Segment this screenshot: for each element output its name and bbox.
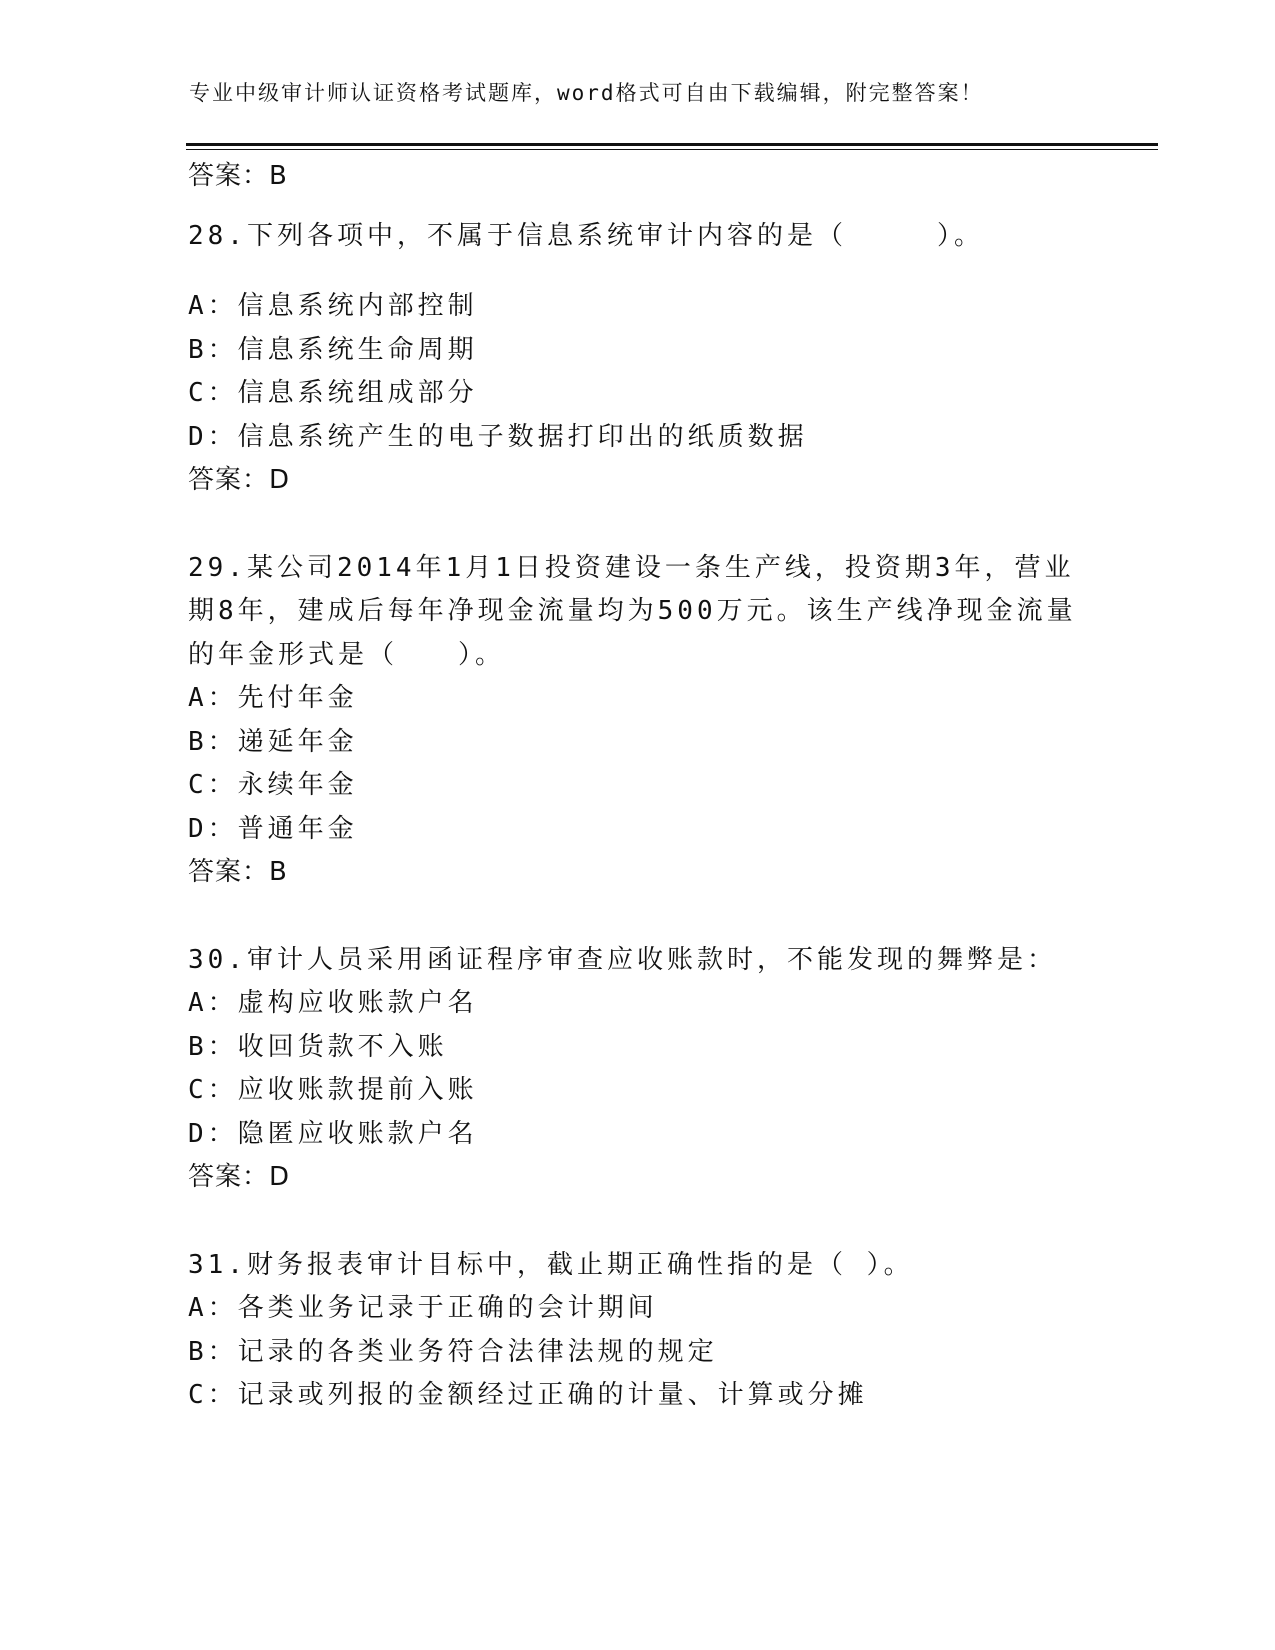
question-29-answer: 答案：B xyxy=(188,857,288,887)
question-28-option-a: A：信息系统内部控制 xyxy=(188,291,478,321)
question-29-stem-line-2: 期8年，建成后每年净现金流量均为500万元。该生产线净现金流量 xyxy=(188,596,1077,626)
question-28-option-b: B：信息系统生命周期 xyxy=(188,335,478,365)
question-30-option-c: C：应收账款提前入账 xyxy=(188,1075,478,1105)
question-30-option-d: D：隐匿应收账款户名 xyxy=(188,1119,478,1149)
question-31-option-b: B：记录的各类业务符合法律法规的规定 xyxy=(188,1337,718,1367)
question-28-option-d: D：信息系统产生的电子数据打印出的纸质数据 xyxy=(188,422,808,452)
question-29-stem-line-3: 的年金形式是（ ）。 xyxy=(188,640,506,670)
question-28-answer: 答案：D xyxy=(188,465,291,495)
question-31-option-c: C：记录或列报的金额经过正确的计量、计算或分摊 xyxy=(188,1380,868,1410)
question-30-answer: 答案：D xyxy=(188,1162,291,1192)
header-rule-thick xyxy=(186,143,1158,146)
page-header: 专业中级审计师认证资格考试题库，word格式可自由下载编辑，附完整答案！ xyxy=(189,81,984,105)
question-29-option-a: A：先付年金 xyxy=(188,683,358,713)
question-29-option-c: C：永续年金 xyxy=(188,770,358,800)
question-30-option-b: B：收回货款不入账 xyxy=(188,1032,448,1062)
question-31-stem: 31.财务报表审计目标中，截止期正确性指的是（ ）。 xyxy=(188,1250,914,1280)
question-29-stem-line-1: 29.某公司2014年1月1日投资建设一条生产线，投资期3年，营业 xyxy=(188,553,1075,583)
question-31-option-a: A：各类业务记录于正确的会计期间 xyxy=(188,1293,658,1323)
question-28-stem: 28.下列各项中，不属于信息系统审计内容的是（ ）。 xyxy=(188,221,984,251)
header-rule-thin xyxy=(186,149,1158,150)
question-28-option-c: C：信息系统组成部分 xyxy=(188,378,478,408)
question-30-stem: 30.审计人员采用函证程序审查应收账款时，不能发现的舞弊是： xyxy=(188,945,1057,975)
question-29-option-d: D：普通年金 xyxy=(188,814,358,844)
question-29-option-b: B：递延年金 xyxy=(188,727,358,757)
question-30-option-a: A：虚构应收账款户名 xyxy=(188,988,478,1018)
answer-27: 答案：B xyxy=(188,161,288,191)
